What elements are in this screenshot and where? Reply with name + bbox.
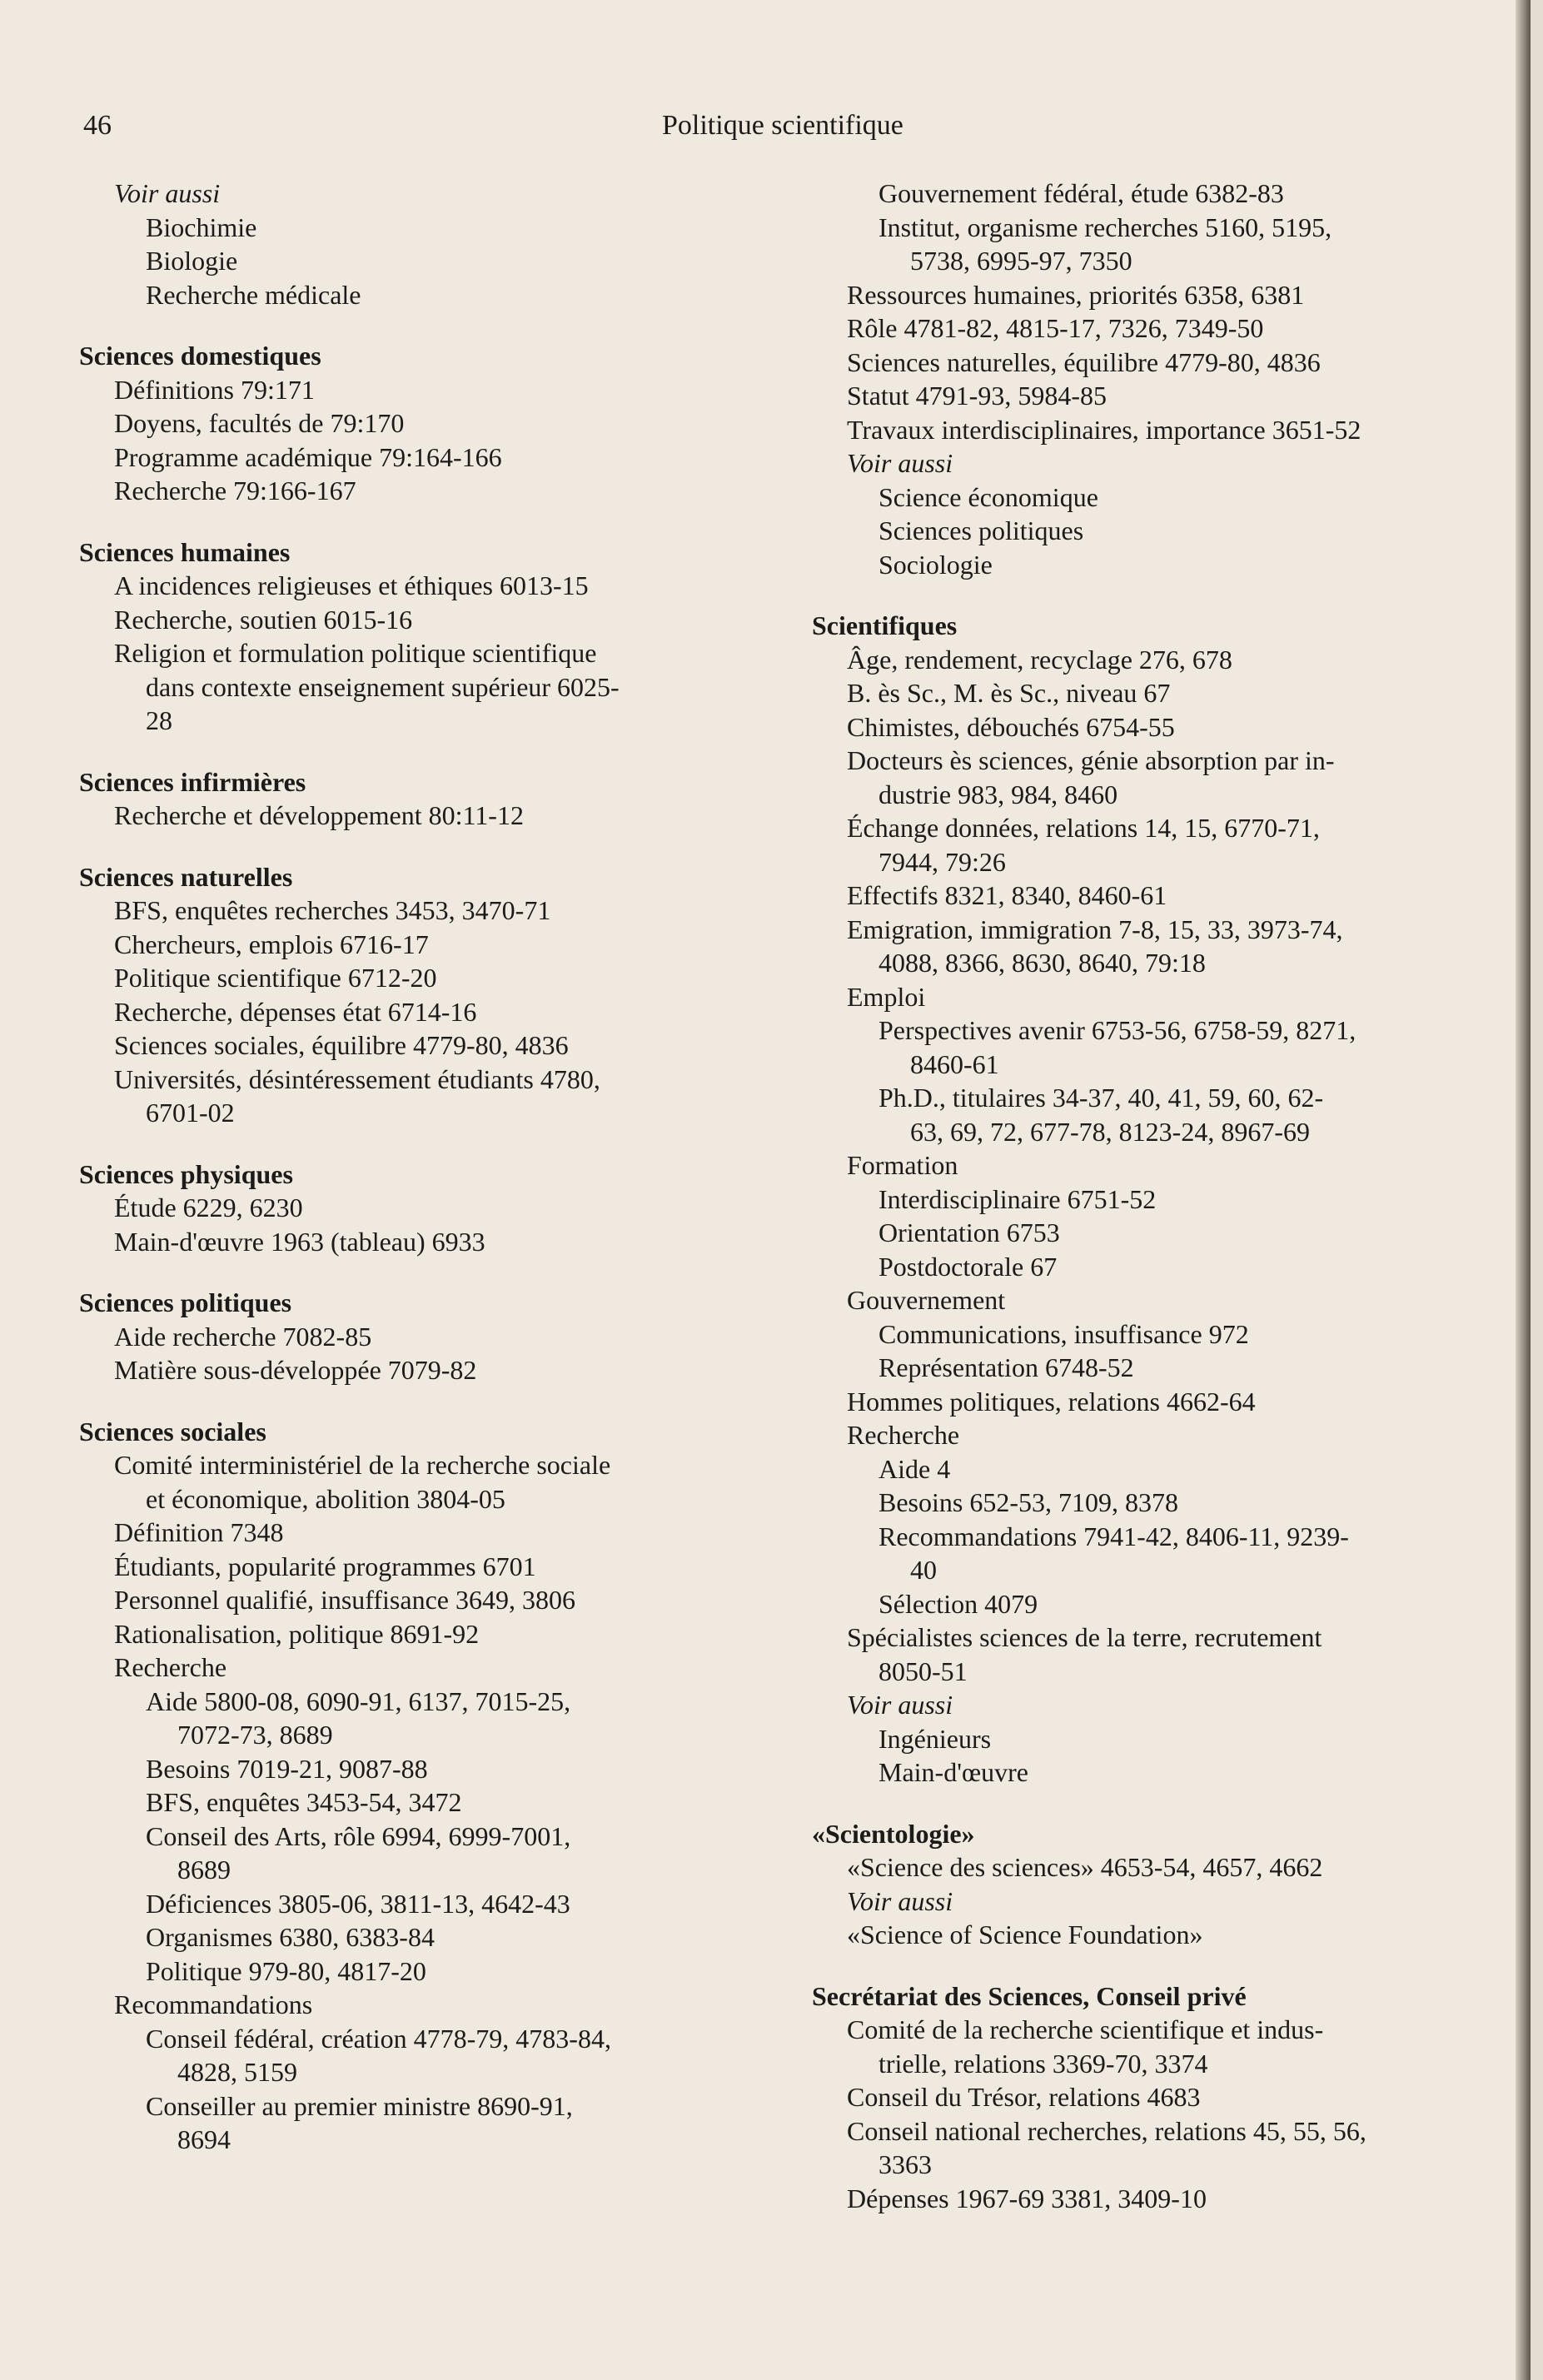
index-entry: Emploi [847,981,926,1012]
index-heading: Secrétariat des Sciences, Conseil privé [812,1980,1247,2011]
index-entry: 4088, 8366, 8630, 8640, 79:18 [879,948,1206,978]
index-entry: Rationalisation, politique 8691-92 [114,1618,480,1649]
index-entry: Chercheurs, emplois 6716-17 [114,929,429,959]
index-heading: Sciences sociales [79,1416,266,1446]
index-entry: Doyens, facultés de 79:170 [114,408,405,438]
index-entry: 7072-73, 8689 [177,1720,333,1750]
index-entry: Recherche et développement 80:11-12 [114,800,524,830]
index-entry: Interdisciplinaire 6751-52 [879,1183,1157,1214]
index-entry: Formation [847,1150,958,1180]
index-entry: 8689 [177,1855,231,1885]
index-entry: 8050-51 [879,1656,968,1686]
index-entry: Aide recherche 7082-85 [114,1321,372,1352]
index-entry: Sciences politiques [879,515,1084,545]
book-spine [1516,0,1531,2380]
index-entry: 6701-02 [146,1098,235,1128]
index-entry: Orientation 6753 [879,1217,1060,1247]
index-entry: Aide 5800-08, 6090-91, 6137, 7015-25, [146,1685,571,1716]
index-entry: Déficiences 3805-06, 3811-13, 4642-43 [146,1888,570,1919]
index-entry: Besoins 652-53, 7109, 8378 [879,1487,1178,1517]
index-entry: Perspectives avenir 6753-56, 6758-59, 8271, [879,1015,1356,1045]
index-entry: Matière sous-développée 7079-82 [114,1355,477,1385]
page-number: 46 [83,110,112,141]
index-entry: Main-d'œuvre 1963 (tableau) 6933 [114,1226,485,1257]
index-entry: Étude 6229, 6230 [114,1192,303,1222]
index-entry: Biochimie [146,212,257,242]
index-entry: Voir aussi [114,178,221,208]
index-entry: Effectifs 8321, 8340, 8460-61 [847,880,1167,910]
index-entry: Spécialistes sciences de la terre, recrutement [847,1622,1322,1652]
index-entry: Conseil fédéral, création 4778-79, 4783-84, [146,2023,611,2054]
index-entry: Programme académique 79:164-166 [114,441,502,472]
index-entry: 28 [146,705,172,735]
index-entry: 8460-61 [910,1048,999,1079]
index-entry: Ph.D., titulaires 34-37, 40, 41, 59, 60, 62- [879,1083,1324,1113]
index-entry: «Science des sciences» 4653-54, 4657, 4662 [847,1852,1323,1882]
index-heading: Sciences physiques [79,1158,293,1189]
index-entry: Institut, organisme recherches 5160, 5195, [879,212,1332,242]
index-entry: dustrie 983, 984, 8460 [879,779,1118,809]
index-entry: Gouvernement fédéral, étude 6382-83 [879,178,1284,208]
index-heading: Sciences humaines [79,536,291,567]
index-entry: Voir aussi [847,1690,953,1720]
index-heading: Sciences politiques [79,1287,292,1317]
index-entry: Science économique [879,481,1098,512]
index-entry: Définitions 79:171 [114,374,315,405]
index-entry: BFS, enquêtes recherches 3453, 3470-71 [114,895,551,925]
index-entry: Religion et formulation politique scientifique [114,638,597,668]
index-entry: Gouvernement [847,1285,1006,1315]
index-entry: 3363 [879,2149,932,2179]
index-entry: A incidences religieuses et éthiques 6013-15 [114,570,589,600]
index-entry: B. ès Sc., M. ès Sc., niveau 67 [847,678,1171,708]
index-entry: Chimistes, débouchés 6754-55 [847,711,1175,742]
index-entry: Postdoctorale 67 [879,1251,1058,1282]
index-heading: «Scientologie» [812,1818,975,1849]
index-entry: dans contexte enseignement supérieur 6025- [146,671,620,702]
index-entry: Voir aussi [847,1885,953,1916]
index-heading: Sciences domestiques [79,341,321,371]
index-entry: Recherche médicale [146,279,361,310]
running-head: Politique scientifique [662,110,903,141]
index-entry: Universités, désintéressement étudiants 4780, [114,1063,600,1094]
index-entry: Politique scientifique 6712-20 [114,963,437,993]
index-entry: 4828, 5159 [177,2057,297,2087]
index-entry: 5738, 6995-97, 7350 [910,246,1132,276]
index-entry: Communications, insuffisance 972 [879,1318,1249,1349]
index-entry: Ressources humaines, priorités 6358, 6381 [847,279,1305,310]
index-entry: Représentation 6748-52 [879,1352,1134,1382]
index-entry: Docteurs ès sciences, génie absorption par in- [847,745,1335,775]
index-entry: Étudiants, popularité programmes 6701 [114,1551,536,1581]
index-entry: Échange données, relations 14, 15, 6770-71, [847,813,1320,843]
index-heading: Scientifiques [812,610,958,640]
index-entry: Recherche [114,1652,227,1682]
index-entry: Statut 4791-93, 5984-85 [847,381,1107,411]
index-entry: 7944, 79:26 [879,846,1006,877]
index-entry: Politique 979-80, 4817-20 [146,1955,426,1986]
left-column [79,177,779,2157]
index-entry: Recherche, soutien 6015-16 [114,604,413,635]
index-heading: Sciences naturelles [79,861,293,892]
index-entry: Recherche 79:166-167 [114,476,356,505]
index-entry: Ingénieurs [879,1723,992,1754]
index-entry: Travaux interdisciplinaires, importance 3651-52 [847,414,1361,445]
index-entry: Personnel qualifié, insuffisance 3649, 3806 [114,1585,575,1615]
index-entry: Âge, rendement, recyclage 276, 678 [847,644,1232,675]
index-entry: Recommandations [114,1989,313,2019]
index-entry: Sélection 4079 [879,1588,1038,1619]
index-entry: Besoins 7019-21, 9087-88 [146,1753,428,1784]
index-entry: Rôle 4781-82, 4815-17, 7326, 7349-50 [847,313,1264,343]
index-entry: Conseil des Arts, rôle 6994, 6999-7001, [146,1820,571,1851]
facing-page-edge [1531,0,1543,2380]
right-column [812,177,1511,2215]
index-entry: Dépenses 1967-69 3381, 3409-10 [847,2183,1207,2213]
index-entry: Comité de la recherche scientifique et indus- [847,2014,1324,2044]
index-entry: Organismes 6380, 6383-84 [146,1922,435,1952]
index-entry: BFS, enquêtes 3453-54, 3472 [146,1787,462,1817]
index-entry: Sciences sociales, équilibre 4779-80, 4836 [114,1030,569,1060]
index-entry: Définition 7348 [114,1517,284,1547]
index-entry: Hommes politiques, relations 4662-64 [847,1386,1256,1417]
index-entry: Conseiller au premier ministre 8690-91, [146,2090,573,2121]
index-entry: Emigration, immigration 7-8, 15, 33, 3973-74, [847,914,1343,944]
index-entry: Recherche [847,1420,960,1450]
index-entry: Recommandations 7941-42, 8406-11, 9239- [879,1521,1349,1551]
index-entry: 63, 69, 72, 677-78, 8123-24, 8967-69 [910,1116,1310,1147]
index-entry: Conseil national recherches, relations 45, 55, 56, [847,2115,1366,2146]
index-entry: 40 [910,1555,937,1585]
index-entry: Biologie [146,246,238,276]
index-entry: Aide 4 [879,1453,951,1484]
index-heading: Sciences infirmières [79,766,306,797]
index-entry: «Science of Science Foundation» [847,1919,1203,1949]
index-entry: Voir aussi [847,448,953,478]
index-entry: Conseil du Trésor, relations 4683 [847,2082,1201,2112]
index-entry: Sciences naturelles, équilibre 4779-80, 4836 [847,346,1321,377]
index-entry: trielle, relations 3369-70, 3374 [879,2048,1208,2079]
index-entry: Comité interministériel de la recherche sociale [114,1450,611,1480]
index-entry: et économique, abolition 3804-05 [146,1483,505,1514]
index-entry: Main-d'œuvre [879,1757,1028,1787]
index-entry: Sociologie [879,549,993,580]
index-entry: 8694 [177,2124,231,2154]
index-entry: Recherche, dépenses état 6714-16 [114,996,477,1027]
